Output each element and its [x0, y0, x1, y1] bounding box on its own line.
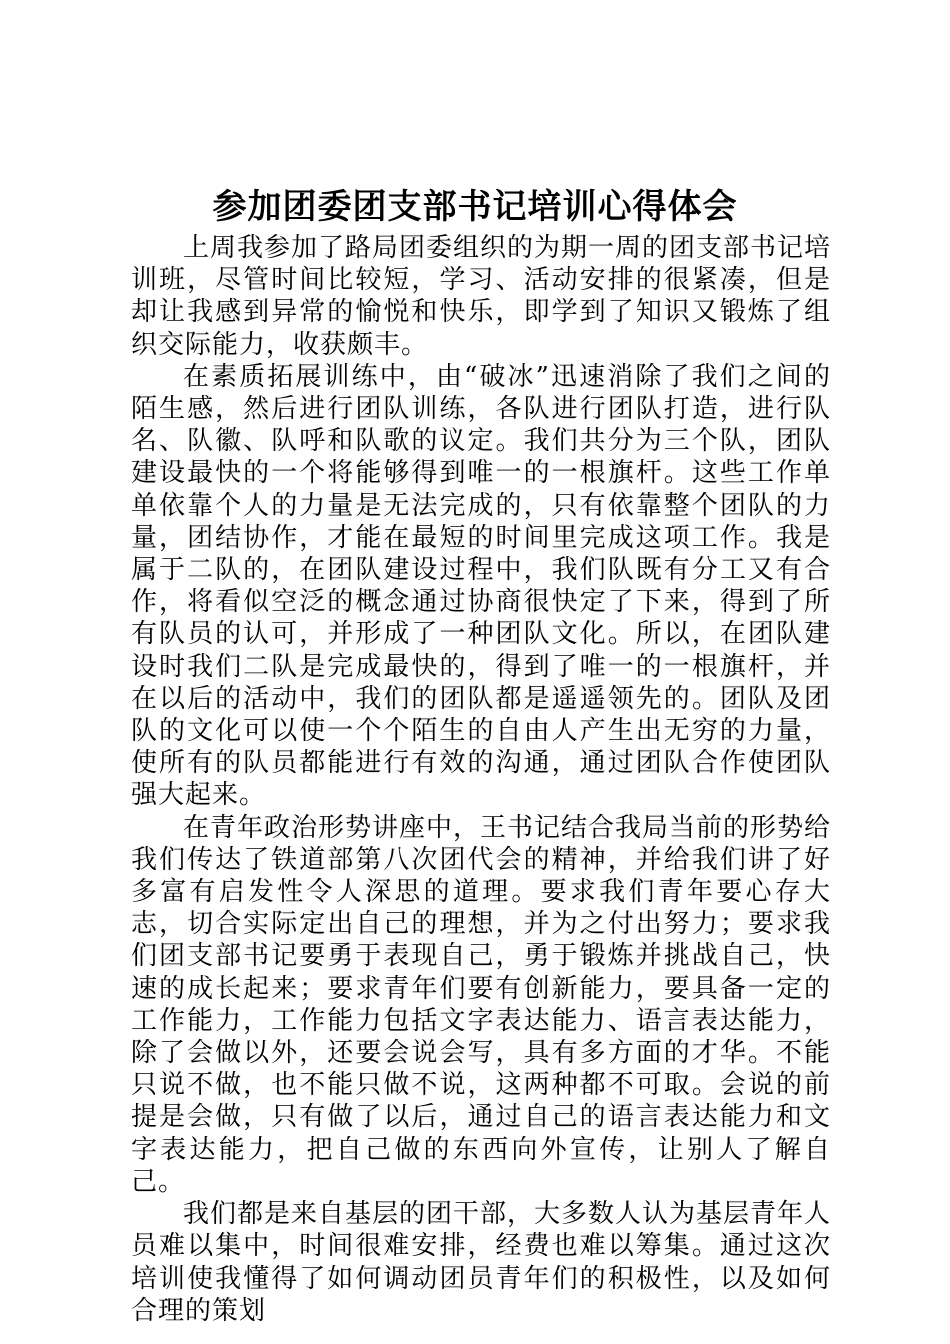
document-body — [131, 232, 831, 1327]
paragraph-3: 在青年政治形势讲座中，王书记结合我局当前的形势给我们传达了铁道部第八次团代会的精神，并给我们讲了好多富有启发性令人深思的道理。要求我们青年要心存大志，切合实际定出自己的理想，并为之付出努力；要求我们团支部书记要勇于表现自己，勇于锻炼并挑战自己，快速的成长起来；要求青年们要有创新能力，要具备一定的工作能力，工作能力包括文字表达能力、语言表达能力，除了会做以外，还要会说会写，具有多方面的才华。不能只说不做，也不能只做不说，这两种都不可取。会说的前提是会做，只有做了以后，通过自己的语言表达能力和文字表达能力，把自己做的东西向外宣传，让别人了解自己。 — [131, 812, 832, 1197]
paragraph-2: 在素质拓展训练中，由“破冰”迅速消除了我们之间的陌生感，然后进行团队训练，各队进行团队打造，进行队名、队徽、队呼和队歌的议定。我们共分为三个队，团队建设最快的一个将能够得到唯一的一根旗杆。这些工作单单依靠个人的力量是无法完成的，只有依靠整个团队的力量，团结协作，才能在最短的时间里完成这项工作。我是属于二队的，在团队建设过程中，我们队既有分工又有合作，将看似空泛的概念通过协商很快定了下来，得到了所有队员的认可，并形成了一种团队文化。所以，在团队建设时我们二队是完成最快的，得到了唯一的一根旗杆，并在以后的活动中，我们的团队都是遥遥领先的。团队及团队的文化可以使一个个陌生的自由人产生出无穷的力量，使所有的队员都能进行有效的沟通，通过团队合作使团队强大起来。 — [131, 361, 831, 811]
paragraph-4: 我们都是来自基层的团干部，大多数人认为基层青年人员难以集中，时间很难安排，经费也难以筹集。通过这次培训使我懂得了如何调动团员青年们的积极性，以及如何合理的策划 — [131, 1199, 832, 1326]
document-title: 参加团委团支部书记培训心得体会 — [212, 187, 738, 227]
paragraph-1: 上周我参加了路局团委组织的为期一周的团支部书记培训班，尽管时间比较短，学习、活动安排的很紧凑，但是却让我感到异常的愉悦和快乐，即学到了知识又锻炼了组织交际能力，收获颇丰。 — [131, 233, 832, 360]
